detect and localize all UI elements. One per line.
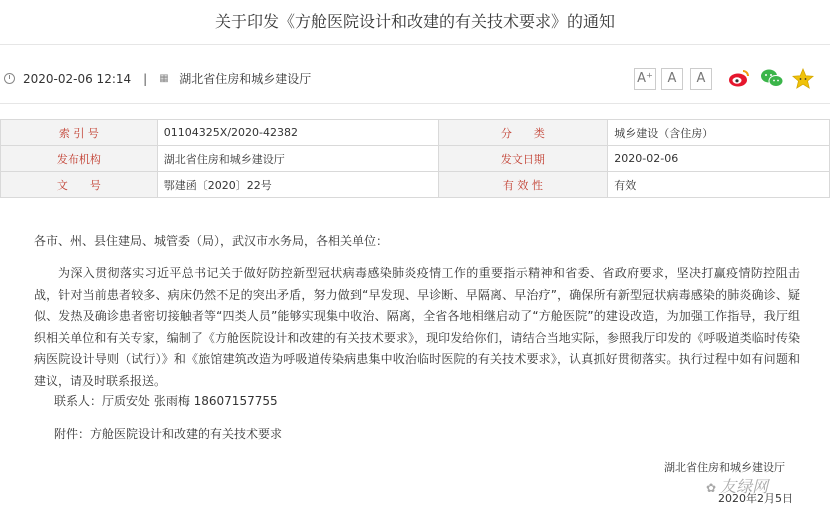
- star-icon[interactable]: [792, 68, 814, 94]
- table-row: [1, 120, 830, 146]
- info-table: [0, 119, 830, 198]
- publish-datetime: 2020-02-06 12:14: [23, 71, 132, 86]
- page-title: 关于印发《方舱医院设计和改建的有关技术要求》的通知: [214, 12, 615, 31]
- category-value: 城乡建设（含住房）: [608, 120, 830, 146]
- category-label: 分 类: [438, 120, 608, 146]
- table-row: [1, 172, 830, 198]
- attachment-link[interactable]: 附件：方舱医院设计和改建的有关技术要求: [54, 427, 283, 441]
- weibo-icon[interactable]: [728, 68, 750, 94]
- paw-icon: ✿: [706, 481, 717, 495]
- meta-bar: [4, 70, 311, 87]
- validity-value: 有效: [608, 172, 830, 198]
- divider: [0, 103, 830, 104]
- signature-org: 湖北省住房和城乡建设厅: [664, 461, 785, 474]
- publisher-value: 湖北省住房和城乡建设厅: [157, 146, 438, 172]
- issue-date-value: 2020-02-06: [608, 146, 830, 172]
- publisher-label: 发布机构: [1, 146, 158, 172]
- signature-date: 2020年2月5日: [718, 492, 793, 505]
- wechat-icon[interactable]: [760, 68, 784, 94]
- clock-icon: [4, 73, 15, 84]
- font-larger-button[interactable]: A⁺: [634, 68, 656, 90]
- contact-line: 联系人：厅质安处 张雨梅 18607157755: [54, 394, 278, 408]
- doc-number-value: 鄂建函〔2020〕22号: [157, 172, 438, 198]
- validity-label: 有 效 性: [438, 172, 608, 198]
- doc-number-label: 文 号: [1, 172, 158, 198]
- index-value: 01104325X/2020-42382: [157, 120, 438, 146]
- watermark-text: 友绿网: [720, 477, 769, 496]
- salutation: 各市、州、县住建局、城管委（局），武汉市水务局，各相关单位：: [34, 234, 389, 248]
- index-label: 索 引 号: [1, 120, 158, 146]
- table-row: [1, 146, 830, 172]
- body-paragraph: 为深入贯彻落实习近平总书记关于做好防控新型冠状病毒感染肺炎疫情工作的重要指示精神和省委、省政府要求，坚决打赢疫情防控阻击战，针对当前患者较多、病床仍然不足的突出矛盾，努力做到“早发现、早诊断、早隔离、早治疗”，确保所有新型冠状病毒感染的肺炎确诊、疑似、发热及确诊患者密切接触者等“四类人员”能够实现集中收治、隔离，全省各地相继启动了“方舱医院”的建设改造，为加强工作指导，我厅组织相关单位和有关专家，编制了《方舱医院设计和改建的有关技术要求》，现印发给你们，请结合当地实际，参照我厅印发的《呼吸道类临时传染病医院设计导则（试行）》和《旅馆建筑改造为呼吸道传染病患集中收治临时医院的有关技术要求》，认真抓好贯彻落实。执行过程中如有问题和建议，请及时联系报送。: [34, 266, 800, 388]
- issue-date-label: 发文日期: [438, 146, 608, 172]
- font-smaller-button[interactable]: A: [690, 68, 712, 90]
- publish-source: 湖北省住房和城乡建设厅: [179, 72, 312, 86]
- divider: [0, 44, 830, 45]
- building-icon: ▦: [159, 72, 169, 84]
- meta-separator: |: [143, 71, 148, 86]
- font-medium-button[interactable]: A: [661, 68, 683, 90]
